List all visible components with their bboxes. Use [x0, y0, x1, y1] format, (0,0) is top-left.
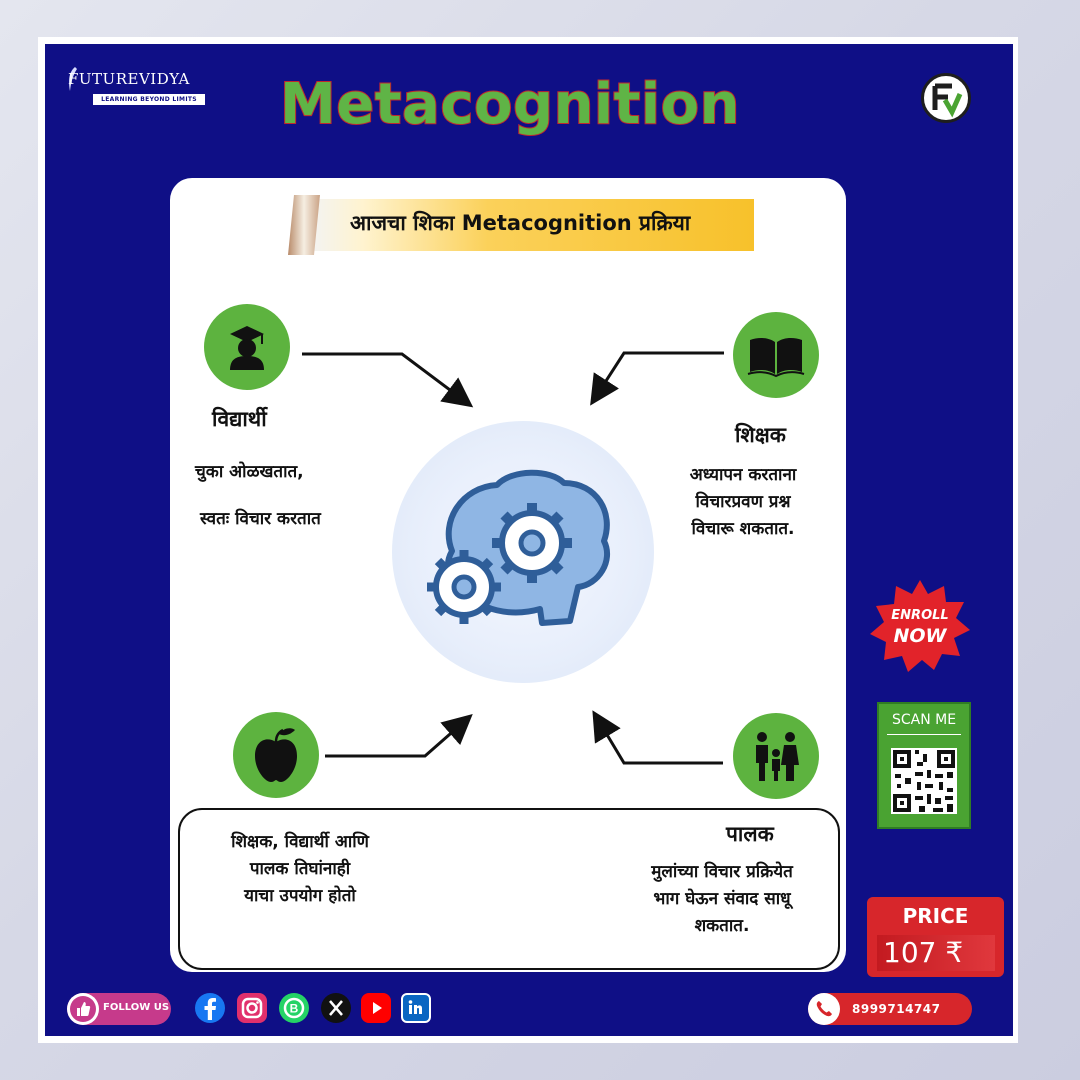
arrow-all: [325, 720, 466, 756]
graduate-icon: [204, 304, 290, 390]
scan-qr-card[interactable]: [877, 702, 971, 829]
phone-contact[interactable]: [808, 993, 972, 1025]
book-icon: [733, 312, 819, 398]
teacher-text-3: विचारू शकतात.: [691, 519, 795, 539]
student-label: विद्यार्थी: [212, 407, 267, 431]
whatsapp-business-icon[interactable]: [279, 993, 309, 1023]
student-text-1: चुका ओळखतात,: [195, 462, 304, 482]
all-text-1: शिक्षक, विद्यार्थी आणि: [231, 832, 369, 852]
teacher-label: शिक्षक: [735, 423, 786, 447]
youtube-icon[interactable]: [361, 993, 391, 1023]
follow-us-label: FOLLOW US: [103, 1002, 170, 1013]
student-text-2: स्वतः विचार करतात: [200, 509, 321, 529]
facebook-icon[interactable]: [195, 993, 225, 1023]
parent-label: पालक: [726, 822, 774, 846]
enroll-text-1: ENROLL: [891, 608, 949, 623]
linkedin-icon[interactable]: [401, 993, 431, 1023]
all-text-3: याचा उपयोग होतो: [244, 886, 356, 906]
price-label: PRICE: [902, 904, 969, 928]
enroll-text-2: NOW: [893, 625, 947, 647]
all-text-2: पालक तिघांनाही: [249, 859, 351, 879]
parent-circle: [733, 713, 819, 799]
arrow-teacher: [595, 353, 724, 398]
parent-text-2: भाग घेऊन संवाद साधू: [653, 889, 791, 909]
follow-us-button[interactable]: [67, 993, 171, 1025]
teacher-text-1: अध्यापन करताना: [689, 465, 797, 485]
teacher-text-2: विचारप्रवण प्रश्न: [695, 492, 791, 512]
center-disc: [392, 421, 654, 683]
brand-name: FUTUREVIDYA: [68, 70, 190, 88]
instagram-icon[interactable]: [237, 993, 267, 1023]
scan-label: SCAN ME: [891, 712, 957, 728]
qr-code-icon[interactable]: [891, 748, 957, 814]
svg-text:B: B: [289, 1001, 299, 1016]
apple-icon: [233, 712, 319, 798]
parent-text-1: मुलांच्या विचार प्रक्रियेत: [651, 862, 793, 882]
arrow-student: [302, 354, 466, 402]
enroll-now-button[interactable]: [868, 578, 972, 674]
family-icon: [733, 713, 819, 799]
parent-text-3: शकतात.: [694, 916, 750, 936]
apple-circle: [233, 712, 319, 798]
page-title: Metacognition: [280, 72, 740, 137]
scan-divider: [887, 734, 961, 735]
student-circle: [204, 304, 290, 390]
phone-number: 8999714747: [852, 1002, 941, 1016]
x-icon[interactable]: [321, 993, 351, 1023]
brand-tagline: LEARNING BEYOND LIMITS: [93, 94, 205, 105]
thumbs-up-icon: [67, 993, 99, 1025]
price-tag: [867, 897, 1004, 977]
banner-text: आजचा शिका Metacognition प्रक्रिया: [350, 211, 691, 235]
arrow-parent: [597, 718, 723, 763]
phone-icon: [808, 993, 840, 1025]
teacher-circle: [733, 312, 819, 398]
brain-gears-icon: [392, 421, 654, 683]
price-value: 107 ₹: [877, 935, 995, 971]
